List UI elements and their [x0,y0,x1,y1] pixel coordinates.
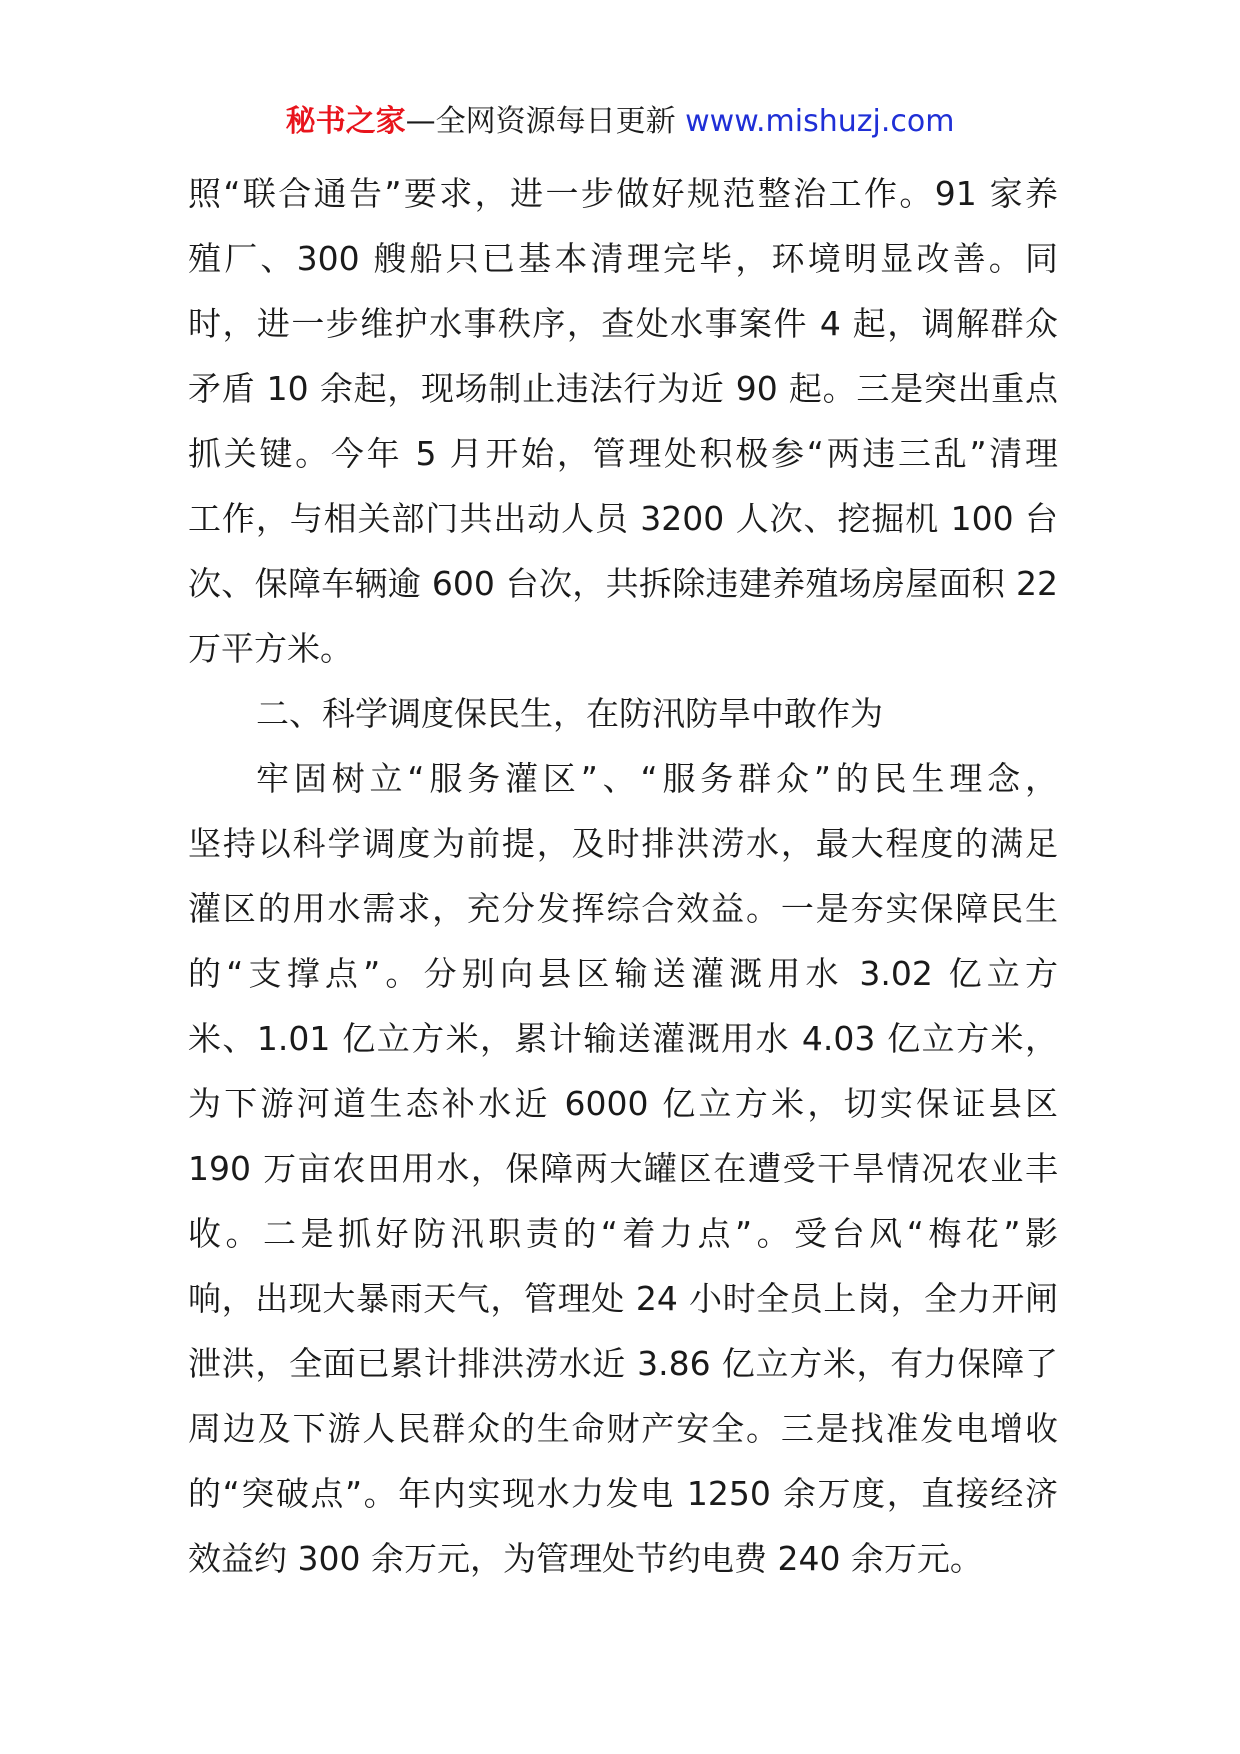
body-line: 周边及下游人民群众的生命财产安全。三是找准发电增收 [188,1409,1058,1448]
body-line: 抓关键。今年 5 月开始，管理处积极参“两违三乱”清理 [188,434,1058,473]
site-brand: 秘书之家 [285,104,406,139]
body-line: 殖厂、300 艘船只已基本清理完毕，环境明显改善。同 [188,239,1058,278]
body-line: 190 万亩农田用水，保障两大罐区在遭受干旱情况农业丰 [188,1149,1058,1188]
body-line: 为下游河道生态补水近 6000 亿立方米，切实保证县区 [188,1084,1058,1123]
body-line: 响，出现大暴雨天气，管理处 24 小时全员上岗，全力开闸 [188,1279,1058,1318]
site-url-link[interactable]: www.mishuzj.com [685,104,955,139]
body-line: 效益约 300 余万元，为管理处节约电费 240 余万元。 [188,1539,983,1578]
body-line: 收。二是抓好防汛职责的“着力点”。受台风“梅花”影 [188,1214,1058,1253]
body-line: 泄洪，全面已累计排洪涝水近 3.86 亿立方米，有力保障了 [188,1344,1058,1383]
paragraph-first-line: 牢固树立“服务灌区”、“服务群众”的民生理念， [256,759,1058,798]
body-line: 的“突破点”。年内实现水力发电 1250 余万度，直接经济 [188,1474,1058,1513]
body-line: 米、1.01 亿立方米，累计输送灌溉用水 4.03 亿立方米， [188,1019,1058,1058]
site-header [0,100,1240,144]
body-line: 次、保障车辆逾 600 台次，共拆除违建养殖场房屋面积 22 [188,564,1058,603]
body-line: 时，进一步维护水事秩序，查处水事案件 4 起，调解群众 [188,304,1058,343]
section-heading: 二、科学调度保民生，在防汛防旱中敢作为 [256,694,883,733]
body-line: 工作，与相关部门共出动人员 3200 人次、挖掘机 100 台 [188,499,1058,538]
body-line: 灌区的用水需求，充分发挥综合效益。一是夯实保障民生 [188,889,1058,928]
body-line: 照“联合通告”要求，进一步做好规范整治工作。91 家养 [188,174,1058,213]
body-line: 坚持以科学调度为前提，及时排洪涝水，最大程度的满足 [188,824,1058,863]
site-tagline: —全网资源每日更新 [405,104,686,139]
body-line: 矛盾 10 余起，现场制止违法行为近 90 起。三是突出重点 [188,369,1058,408]
body-line: 的“支撑点”。分别向县区输送灌溉用水 3.02 亿立方 [188,954,1058,993]
body-line: 万平方米。 [188,629,353,668]
document-body [188,161,1058,1591]
